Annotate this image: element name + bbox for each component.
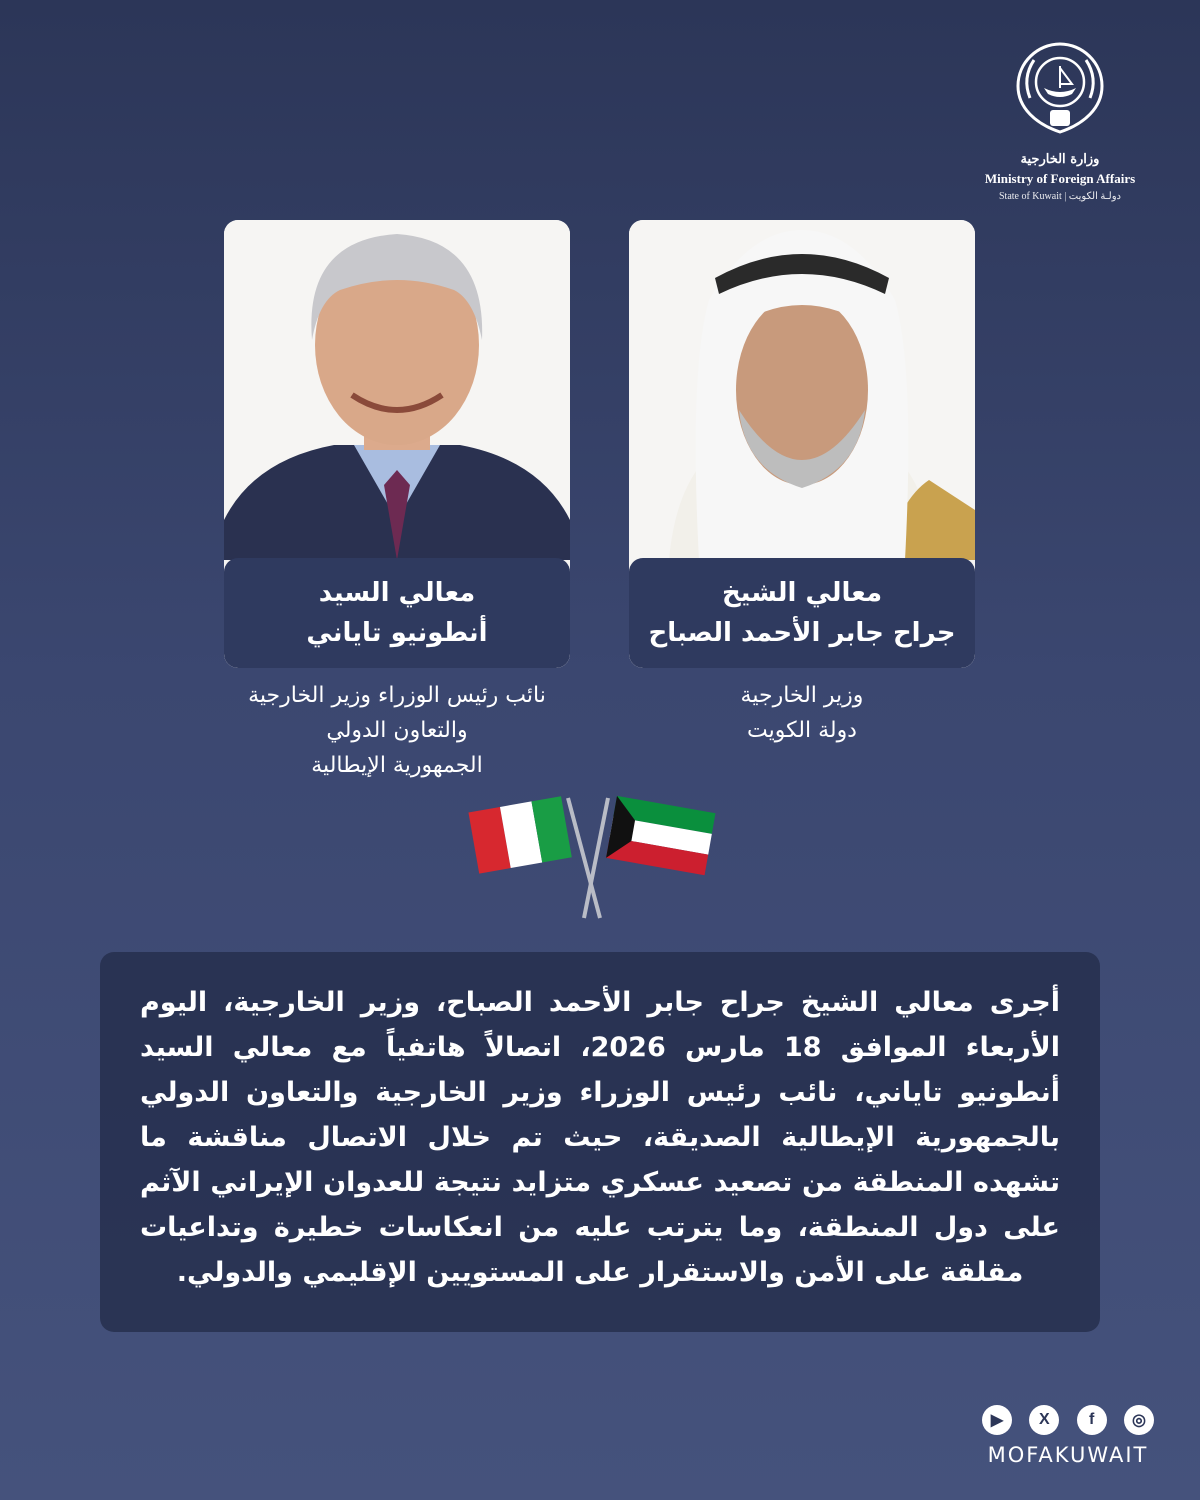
ministry-name-ar: وزارة الخارجية	[1020, 152, 1100, 167]
statement-panel	[100, 952, 1100, 1332]
title-right	[602, 678, 1002, 748]
social-footer	[978, 1405, 1158, 1467]
portrait-card-left	[224, 220, 570, 668]
name-label-left	[224, 558, 570, 668]
title-left	[197, 678, 597, 783]
title-right-line2: دولة الكويت	[747, 718, 857, 743]
portrait-photo-right	[629, 220, 975, 560]
x-icon[interactable]: X	[1029, 1405, 1059, 1435]
ministry-logo	[960, 38, 1160, 202]
youtube-icon[interactable]: ▶	[982, 1405, 1012, 1435]
instagram-icon[interactable]: ◎	[1124, 1405, 1154, 1435]
facebook-icon[interactable]: f	[1077, 1405, 1107, 1435]
portrait-card-right	[629, 220, 975, 668]
name-honorific-left: معالي السيد	[318, 578, 476, 608]
title-left-line3: الجمهورية الإيطالية	[311, 753, 483, 778]
name-label-right	[629, 558, 975, 668]
title-left-line2: والتعاون الدولي	[326, 718, 468, 743]
ministry-name-en: Ministry of Foreign Affairs	[984, 171, 1136, 186]
title-right-line1: وزير الخارجية	[740, 683, 864, 708]
portrait-photo-left	[224, 220, 570, 560]
title-left-line1: نائب رئيس الوزراء وزير الخارجية	[248, 683, 546, 708]
name-full-left: أنطونيو تاياني	[306, 618, 488, 648]
crossed-flags-icon	[460, 790, 730, 930]
statement-text: أجرى معالي الشيخ جراح جابر الأحمد الصباح، وزير الخارجية، اليوم الأربعاء الموافق 18 مارس 2026، اتصالاً هاتفياً مع معالي السيد أنطونيو تاياني، نائب رئيس الوزراء وزير الخارجية والتعاون الدولي بالجمهورية الإيطالية الصديقة، حيث تم خلال الاتصال مناقشة ما تشهده المنطقة من تصعيد عسكري متزايد نتيجة للعدوان الإيراني الآثم على دول المنطقة، وما يترتب عليه من انعكاسات خطيرة وتداعيات مقلقة على الأمن والاستقرار على المستويين الإقليمي والدولي.	[140, 987, 1060, 1288]
name-full-right: جراح جابر الأحمد الصباح	[648, 618, 956, 648]
kuwait-emblem-icon	[1010, 38, 1110, 138]
italy-flag-icon	[468, 796, 571, 873]
state-line: State of Kuwait | دولـة الكويت	[998, 191, 1121, 202]
name-honorific-right: معالي الشيخ	[721, 578, 883, 608]
kuwait-flag-icon	[606, 796, 715, 875]
social-handle[interactable]: MOFAKUWAIT	[987, 1443, 1149, 1467]
